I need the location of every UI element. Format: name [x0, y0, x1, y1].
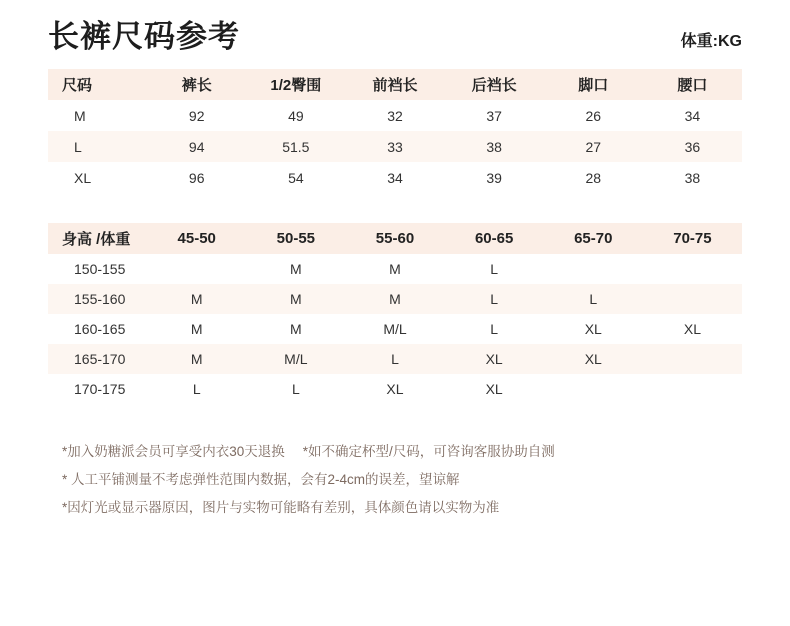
cell: 37 — [486, 107, 502, 124]
table-header-row — [48, 223, 742, 254]
cell: 38 — [684, 169, 701, 186]
table-row — [48, 162, 742, 193]
size-recommendation-table — [48, 223, 742, 404]
cell: 27 — [544, 131, 643, 162]
table-row — [48, 254, 742, 284]
cell: 49 — [288, 107, 304, 124]
table-header-row — [48, 69, 742, 100]
table-spacer — [48, 193, 742, 223]
column-header: 脚口 — [544, 69, 643, 100]
table-row — [48, 374, 742, 404]
cell: 165-170 — [48, 344, 147, 374]
note-line: *因灯光或显示器原因，图片与实物可能略有差别，具体颜色请以实物为准 — [62, 499, 500, 515]
cell: M — [389, 261, 401, 278]
page-header — [48, 0, 742, 69]
cell — [643, 344, 742, 374]
cell: M — [147, 284, 246, 314]
column-header: 后裆长 — [445, 69, 544, 100]
cell: XL — [485, 381, 503, 398]
table-row — [48, 314, 742, 344]
cell: M — [290, 261, 302, 278]
cell: 160-165 — [74, 321, 126, 338]
column-header: 尺码 — [48, 69, 147, 100]
cell: M — [74, 107, 86, 124]
column-header: 身高 /体重 — [48, 223, 147, 254]
cell: 36 — [643, 131, 742, 162]
table-row — [48, 344, 742, 374]
cell: 92 — [188, 107, 205, 124]
cell: L — [490, 261, 499, 278]
cell: 155-160 — [48, 284, 147, 314]
column-header: 55-60 — [345, 223, 444, 254]
cell: L — [291, 381, 300, 398]
column-header: 腰口 — [643, 69, 742, 100]
cell: 34 — [684, 107, 701, 124]
column-header: 65-70 — [544, 223, 643, 254]
column-header: 60-65 — [445, 223, 544, 254]
note-line: * 人工平铺测量不考虑弹性范围内数据，会有2-4cm的误差，望谅解 — [62, 471, 460, 487]
cell: XL — [445, 344, 544, 374]
note-line — [62, 438, 742, 466]
cell: XL — [683, 321, 701, 338]
page-title: 长裤尺码参考 — [48, 19, 240, 54]
cell: 96 — [188, 169, 205, 186]
cell: 33 — [345, 131, 444, 162]
column-header: 1/2臀围 — [246, 69, 345, 100]
cell: 54 — [288, 169, 304, 186]
cell: 32 — [387, 107, 403, 124]
cell: XL — [386, 381, 404, 398]
cell: 94 — [147, 131, 246, 162]
cell: 26 — [585, 107, 602, 124]
cell — [544, 254, 643, 284]
column-header: 50-55 — [246, 223, 345, 254]
cell: M — [246, 284, 345, 314]
column-header: 裤长 — [147, 69, 246, 100]
note-text: *如不确定杯型/尺码，可咨询客服协助自测 — [302, 444, 555, 460]
cell: L — [445, 284, 544, 314]
column-header: 前裆长 — [345, 69, 444, 100]
cell: L — [345, 344, 444, 374]
cell — [544, 374, 643, 404]
cell: M — [147, 344, 246, 374]
cell: XL — [544, 344, 643, 374]
cell: XL — [584, 321, 602, 338]
cell: 38 — [445, 131, 544, 162]
cell: M/L — [246, 344, 345, 374]
column-header: 45-50 — [147, 223, 246, 254]
table-row — [48, 284, 742, 314]
cell: 150-155 — [74, 261, 126, 278]
cell: L — [490, 321, 499, 338]
notes-section — [48, 438, 742, 521]
cell: 39 — [486, 169, 502, 186]
cell: M/L — [383, 321, 407, 338]
cell: M — [290, 321, 302, 338]
cell — [643, 284, 742, 314]
cell: M — [345, 284, 444, 314]
cell: L — [192, 381, 201, 398]
cell: 28 — [585, 169, 602, 186]
cell — [643, 374, 742, 404]
cell: M — [190, 321, 203, 338]
cell: 170-175 — [74, 381, 126, 398]
cell: 51.5 — [246, 131, 345, 162]
cell: XL — [74, 169, 92, 186]
cell — [147, 254, 246, 284]
table-row — [48, 100, 742, 131]
size-measurements-table — [48, 69, 742, 193]
table-row — [48, 131, 742, 162]
note-text: *加入奶糖派会员可享受内衣30天退换 — [62, 444, 285, 460]
cell: L — [48, 131, 147, 162]
column-header: 70-75 — [643, 223, 742, 254]
cell: 34 — [387, 169, 403, 186]
cell — [643, 254, 742, 284]
cell: L — [544, 284, 643, 314]
weight-unit-label: 体重:KG — [680, 33, 742, 51]
